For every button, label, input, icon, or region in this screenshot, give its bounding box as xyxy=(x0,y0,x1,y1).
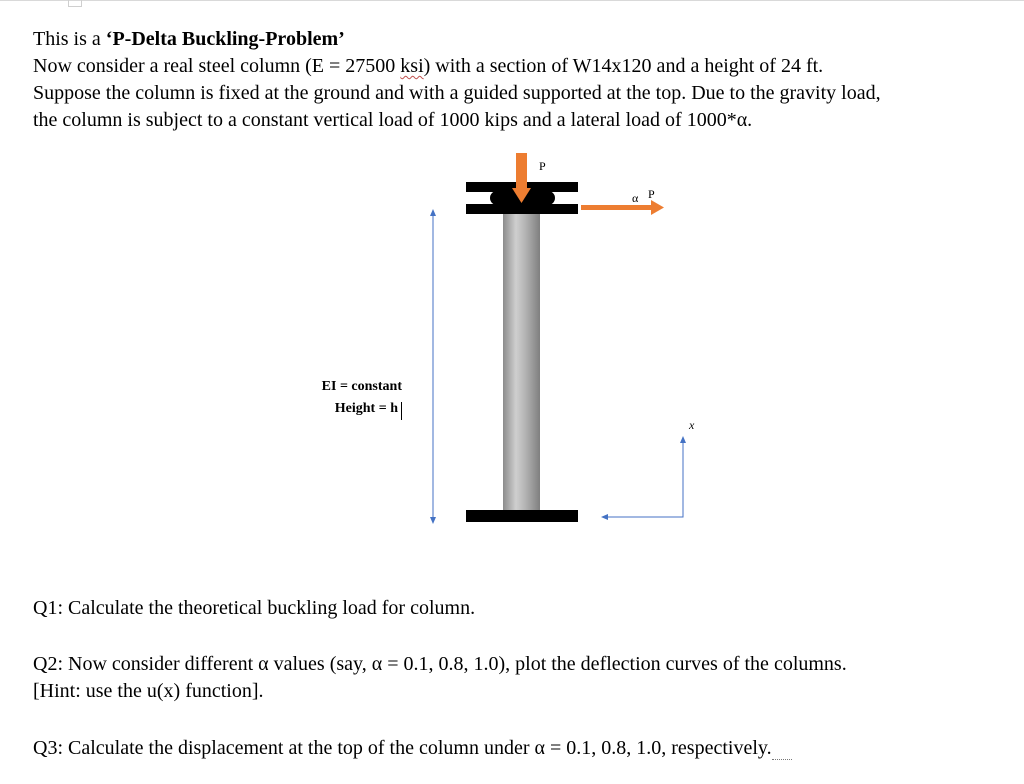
alpha-label: α xyxy=(632,191,639,205)
height-label: Height = h xyxy=(334,401,398,416)
ksi-unit: ksi xyxy=(400,55,424,77)
intro-prefix: This is a xyxy=(33,28,106,50)
lateral-load-arrow xyxy=(581,200,664,215)
fixed-base-support xyxy=(466,510,578,522)
vertical-load-label: P xyxy=(539,159,546,173)
intro-line-2a: Now consider a real steel column (E = 27500 xyxy=(33,55,401,77)
question-3-line xyxy=(33,735,1008,762)
intro-line-4: the column is subject to a constant vertical load of 1000 kips and a lateral load of 1000*α. xyxy=(33,109,753,131)
trailing-placeholder xyxy=(772,737,792,760)
question-2-line-1: Q2: Now consider different α values (say, α = 0.1, 0.8, 1.0), plot the deflection curves of the columns. xyxy=(33,653,847,675)
question-1-text: Q1: Calculate the theoretical buckling load for column. xyxy=(33,597,476,619)
question-2-hint: [Hint: use the u(x) function]. xyxy=(33,680,264,702)
intro-line-2b: ) with a section of W14x120 and a height of 24 ft. xyxy=(423,55,824,77)
x-axis-indicator xyxy=(601,436,686,520)
lateral-load-label: P xyxy=(648,187,655,201)
intro-line-3: Suppose the column is fixed at the ground and with a guided supported at the top. Due to the gravity load, xyxy=(33,82,881,104)
question-1 xyxy=(33,595,1008,622)
problem-title: ‘P-Delta Buckling-Problem’ xyxy=(105,28,345,50)
height-dimension-line xyxy=(430,209,436,524)
text-cursor xyxy=(401,402,402,420)
question-2 xyxy=(33,651,1008,705)
ei-constant-label: EI = constant xyxy=(321,379,402,394)
question-3-text: Q3: Calculate the displacement at the top of the column under α = 0.1, 0.8, 1.0, respectively. xyxy=(33,737,772,759)
x-axis-label: x xyxy=(689,418,695,432)
steel-column xyxy=(503,205,540,511)
question-3 xyxy=(33,735,1008,762)
